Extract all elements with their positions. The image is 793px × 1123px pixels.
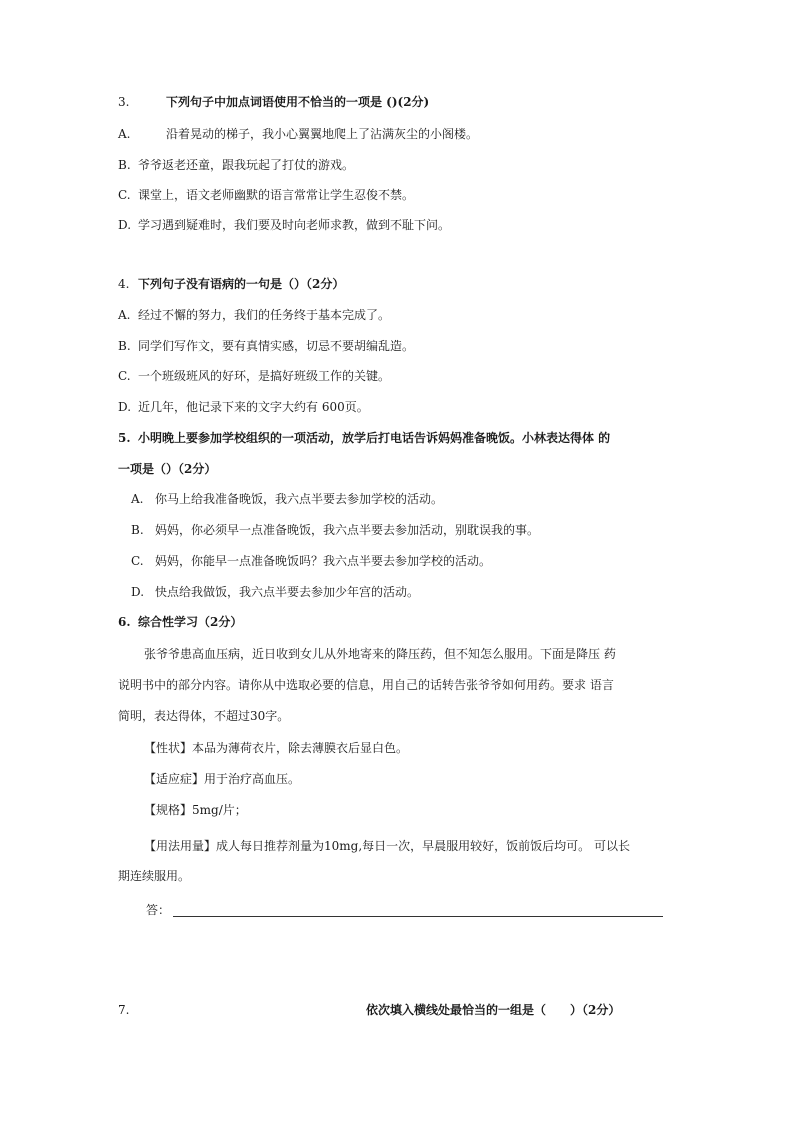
q5-option-d: 快点给我做饭，我六点半要去参加少年宫的活动。: [155, 585, 420, 599]
q5-option-d-label: D.: [131, 585, 145, 599]
q4-number: 4.: [118, 277, 130, 291]
q5-option-b: 妈妈，你必须早一点准备晚饭，我六点半要去参加活动，别耽误我的事。: [155, 523, 540, 537]
q6-paragraph-line3: 简明，表达得体，不超过30字。: [118, 709, 290, 723]
q5-number: 5.: [118, 431, 131, 445]
q6-usage-line2: 期连续服用。: [118, 869, 191, 883]
q6-item-indications: 【适应症】用于治疗高血压。: [144, 772, 301, 786]
q5-option-c: 妈妈，你能早一点准备晚饭吗？我六点半要去参加学校的活动。: [155, 554, 492, 568]
q4-option-c: 一个班级班风的好环，是搞好班级工作的关键。: [138, 369, 391, 383]
q6-answer-line[interactable]: [173, 916, 663, 917]
q5-option-a: 你马上给我准备晚饭，我六点半要去参加学校的活动。: [155, 492, 444, 506]
q6-number: 6.: [118, 615, 131, 629]
q4-option-d: 近几年，他记录下来的文字大约有 600页。: [138, 400, 369, 414]
q4-stem: 下列句子没有语病的一句是（）（2分）: [138, 277, 345, 291]
q3-option-d-label: D.: [118, 218, 132, 232]
q4-option-a-label: A.: [118, 308, 131, 322]
q3-option-a-label: A.: [118, 127, 131, 141]
q4-option-d-label: D.: [118, 400, 132, 414]
q5-stem-line1: 小明晚上要参加学校组织的一项活动，放学后打电话告诉妈妈准备晚饭。小林表达得体 的: [138, 431, 611, 445]
q4-option-b: 同学们写作文，要有真情实感，切忌不要胡编乱造。: [138, 339, 415, 353]
q4-option-a: 经过不懈的努力，我们的任务终于基本完成了。: [138, 308, 391, 322]
q6-stem: 综合性学习（2分）: [138, 615, 243, 629]
q6-paragraph-line2: 说明书中的部分内容。请你从中选取必要的信息，用自己的话转告张爷爷如何用药。要求 语言: [118, 678, 614, 692]
q6-item-properties: 【性状】本品为薄荷衣片，除去薄膜衣后显白色。: [144, 741, 409, 755]
q3-option-b-label: B.: [118, 158, 131, 172]
q4-option-c-label: C.: [118, 369, 131, 383]
q5-stem-line2: 一项是（）（2分）: [118, 462, 217, 476]
q5-option-a-label: A.: [131, 492, 144, 506]
q3-stem: 下列句子中加点词语使用不恰当的一项是 ()(2分): [166, 95, 430, 109]
q6-paragraph-line1: 张爷爷患高血压病，近日收到女儿从外地寄来的降压药，但不知怎么服用。下面是降压 药: [144, 647, 616, 661]
q5-option-c-label: C.: [131, 554, 144, 568]
q6-item-specification: 【规格】5mg/片；: [144, 803, 247, 817]
q3-option-a: 沿着晃动的梯子，我小心翼翼地爬上了沾满灰尘的小阁楼。: [166, 127, 479, 141]
q3-option-c-label: C.: [118, 188, 131, 202]
q7-stem: 依次填入横线处最恰当的一组是（ ）（2分）: [366, 1003, 621, 1017]
q5-option-b-label: B.: [131, 523, 144, 537]
q3-option-b: 爷爷返老还童，跟我玩起了打仗的游戏。: [138, 158, 355, 172]
q6-answer-label: 答：: [146, 903, 171, 917]
q6-usage-line1: 【用法用量】成人每日推荐剂量为10mg,每日一次，早晨服用较好，饭前饭后均可。 可以长: [144, 839, 630, 853]
q3-option-c: 课堂上，语文老师幽默的语言常常让学生忍俊不禁。: [138, 188, 415, 202]
q3-option-d: 学习遇到疑难时，我们要及时向老师求教，做到不耻下问。: [138, 218, 451, 232]
q3-number: 3.: [118, 95, 130, 109]
q7-number: 7.: [118, 1003, 130, 1017]
q4-option-b-label: B.: [118, 339, 131, 353]
